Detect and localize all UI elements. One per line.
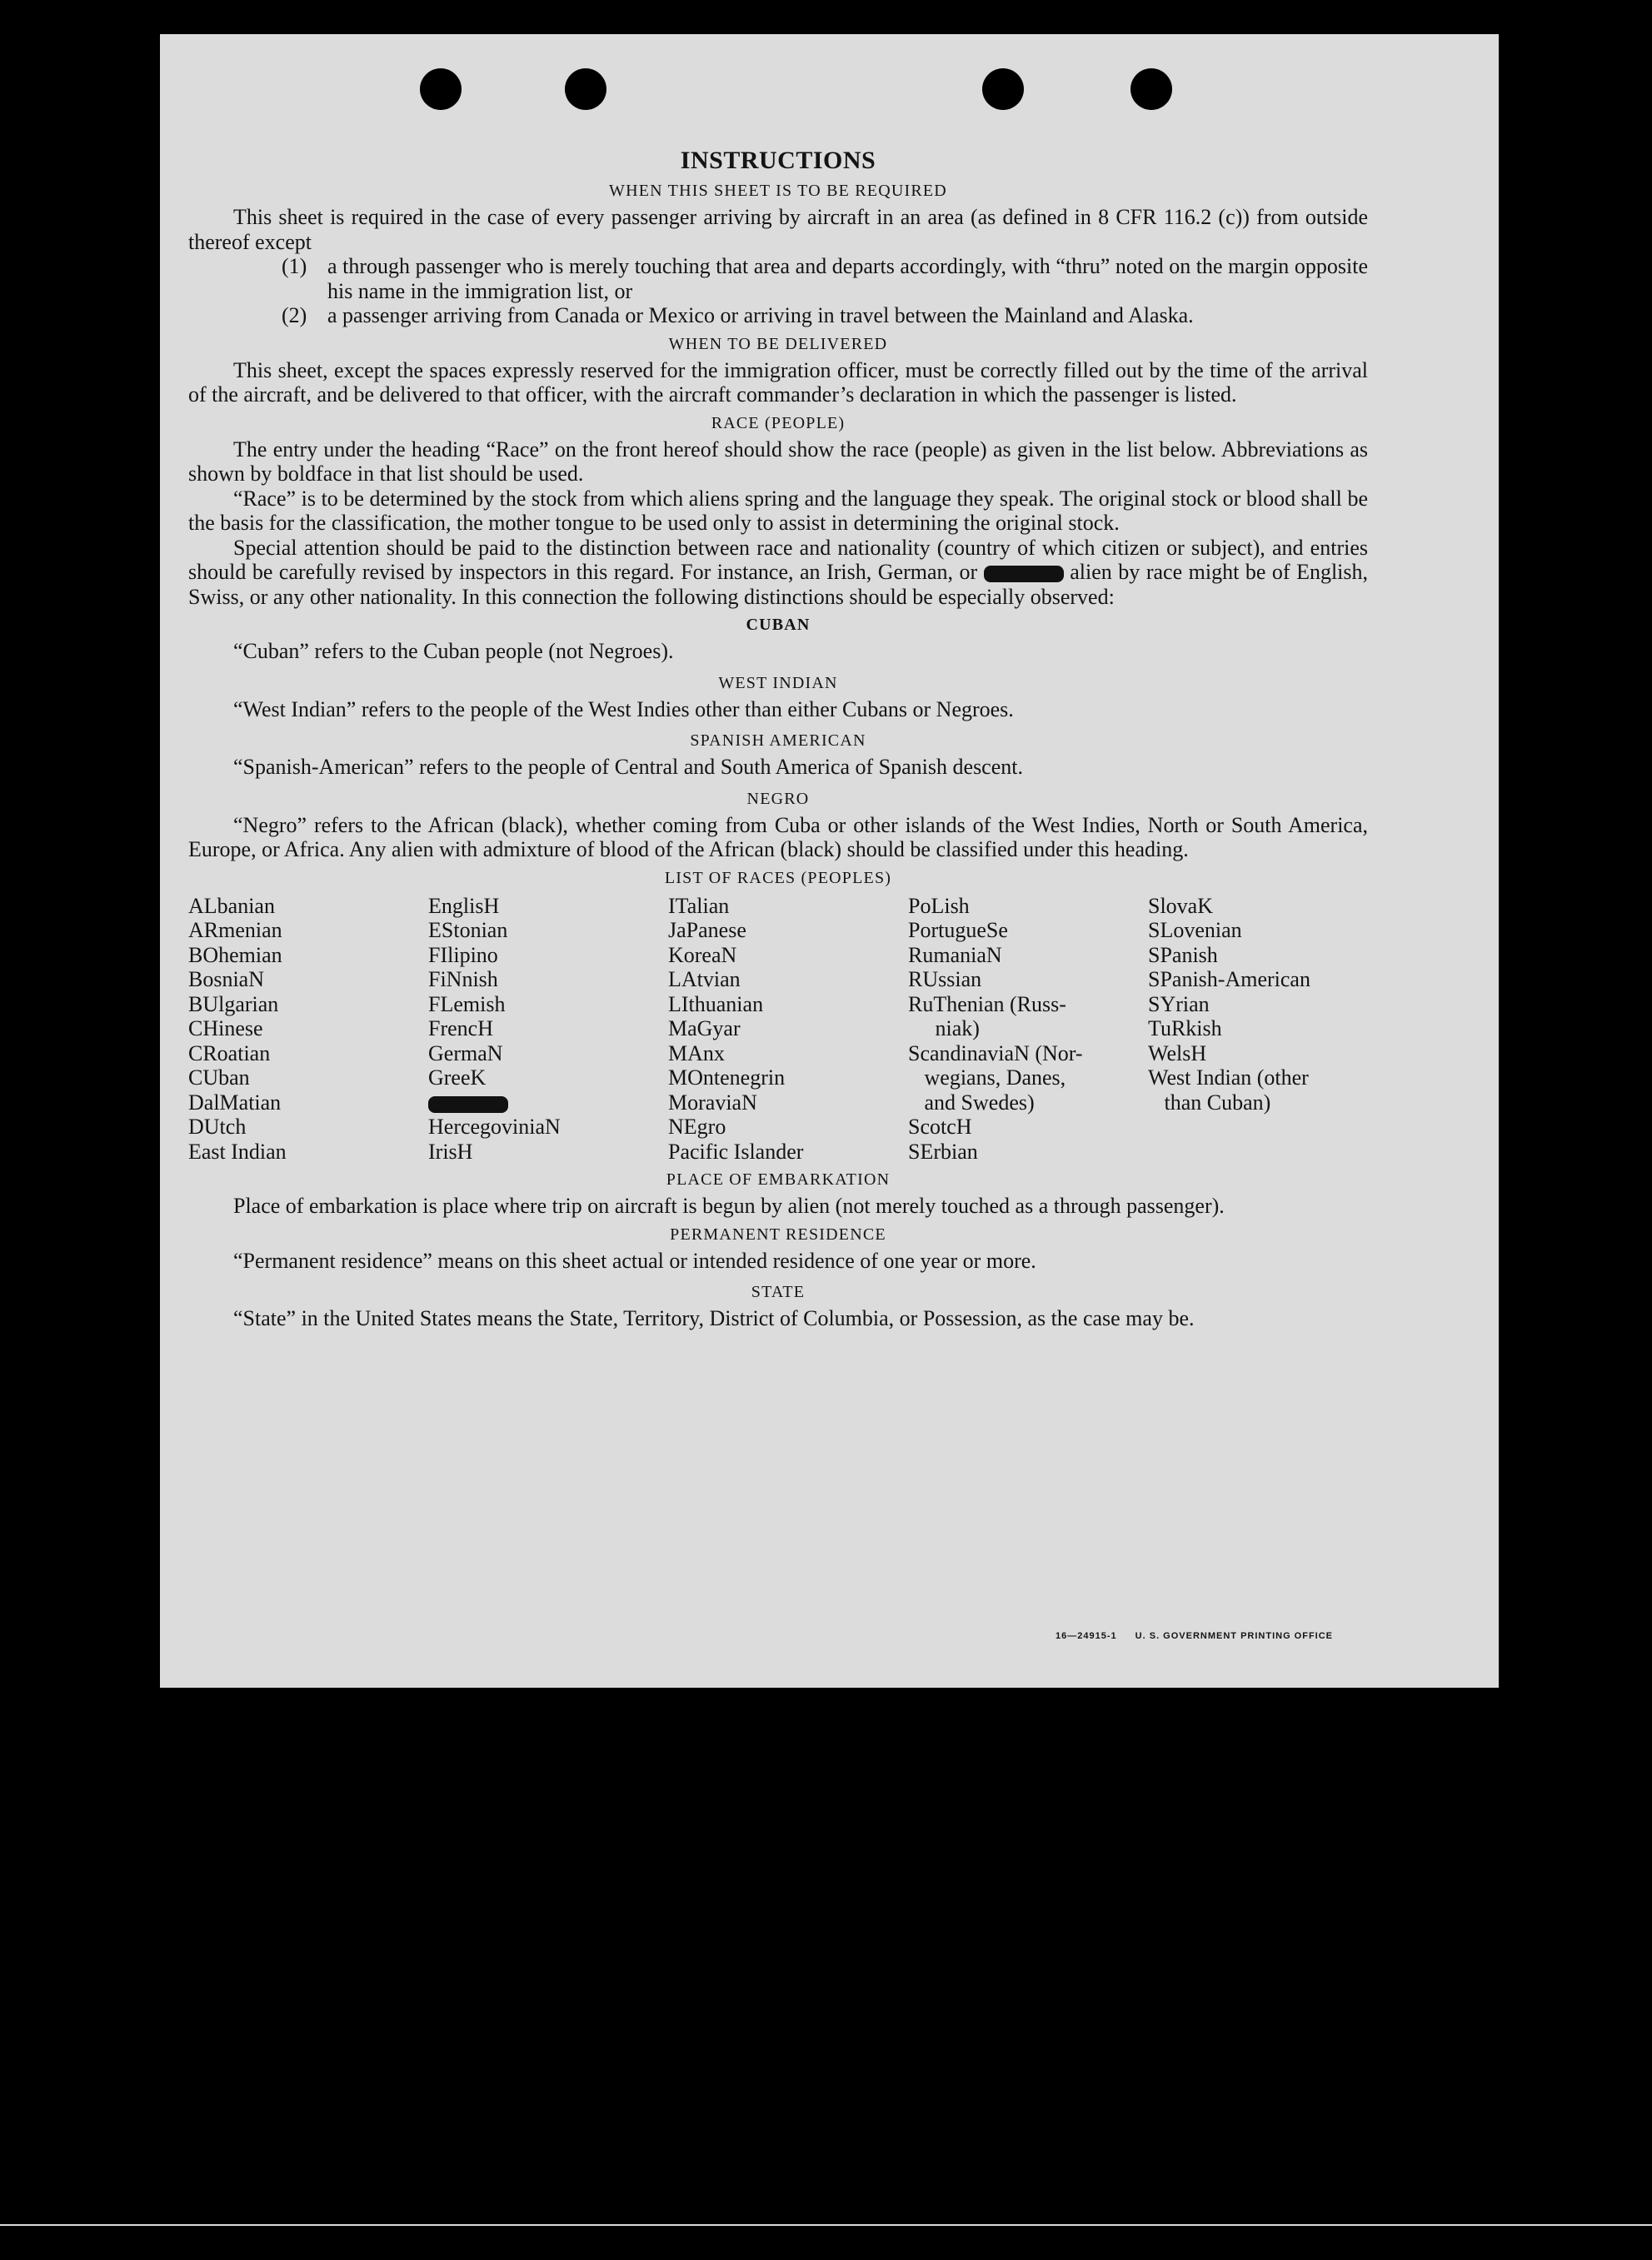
race-list-item: ScandinaviaN (Nor- [908, 1040, 1083, 1065]
race-list-item: ALbanian [188, 893, 275, 918]
heading-negro: NEGRO [746, 789, 810, 808]
bottom-rule [0, 2224, 1652, 2226]
race-list-item: SPanish-American [1148, 967, 1310, 991]
item-text: a passenger arriving from Canada or Mexico or arriving in travel between the Mainland and Alaska. [327, 303, 1194, 327]
race-column-5 [1148, 894, 1371, 1165]
state-text: “State” in the United States means the State, Territory, District of Columbia, or Possession, as the case may be. [233, 1306, 1195, 1330]
heading-required: WHEN THIS SHEET IS TO BE REQUIRED [609, 182, 947, 200]
race-column-2 [428, 894, 668, 1165]
race-paragraph-3 [188, 536, 1368, 610]
race-column-3 [668, 894, 908, 1165]
race-list-item: CHinese [188, 1016, 263, 1040]
delivered-text: This sheet, except the spaces expressly reserved for the immigration officer, must be correctly filled out by the time of the arrival of the aircraft, and be delivered to that officer, with the aircraft commander’s declaration in which the passenger is listed. [188, 357, 1368, 407]
race-list-item: EStonian [428, 918, 508, 942]
instructions-body [188, 147, 1368, 1331]
item-number: (1) [282, 254, 307, 278]
heading-list-of-races: LIST OF RACES (PEOPLES) [664, 868, 892, 887]
race-list-item: IrisH [428, 1139, 473, 1164]
race-list-item: SlovaK [1148, 893, 1213, 918]
race-list-item: PortugueSe [908, 918, 1008, 942]
race-list-item: SErbian [908, 1139, 978, 1164]
race-paragraph-3b: alien by race might be of English, Swiss, or any other nationality. In this connection the following distinctions should be especially observed: [188, 560, 1369, 609]
race-list-item: GreeK [428, 1065, 487, 1090]
item-number: (2) [282, 303, 307, 327]
exception-item-1 [188, 254, 1368, 303]
race-paragraph-2: “Race” is to be determined by the stock from which aliens spring and the language they speak. The original stock or blood shall be the basis for the classification, the mother tongue to be used only to assist in determining the original stock. [188, 486, 1368, 535]
race-list-item: ITalian [668, 893, 730, 918]
race-list-item: FLemish [428, 991, 506, 1016]
race-list-item: CUban [188, 1065, 250, 1090]
embarkation-text: Place of embarkation is place where trip on aircraft is begun by alien (not merely touched as a through passenger). [233, 1194, 1225, 1218]
race-list-item: GermaN [428, 1040, 503, 1065]
race-list-item: TuRkish [1148, 1016, 1222, 1040]
heading-delivered: WHEN TO BE DELIVERED [668, 334, 888, 353]
race-column-4-top [908, 894, 1148, 1115]
west-indian-text: “West Indian” refers to the people of the West Indies other than either Cubans or Negroes. [233, 696, 1014, 721]
redaction-mark [428, 1096, 508, 1113]
race-list-item: wegians, Danes, [908, 1065, 1066, 1090]
heading-race: RACE (PEOPLE) [711, 413, 846, 432]
race-list-item: FrencH [428, 1016, 493, 1040]
heading-west-indian: WEST INDIAN [718, 673, 838, 692]
race-list-item: MOntenegrin [668, 1065, 786, 1090]
punch-hole-4 [1130, 68, 1172, 110]
race-list-item: DalMatian [188, 1090, 282, 1115]
race-list-item: East Indian [188, 1139, 287, 1164]
negro-text: “Negro” refers to the African (black), whether coming from Cuba or other islands of the West Indies, North or South America, Europe, or Africa. Any alien with admixture of blood of the African (black) should be classified under this heading. [188, 812, 1368, 861]
spanish-american-text: “Spanish-American” refers to the people of Central and South America of Spanish descent. [233, 755, 1023, 779]
exception-item-2 [188, 303, 1368, 328]
race-list-item: CRoatian [188, 1040, 271, 1065]
race-list [188, 894, 1368, 1165]
race-column-2-bottom [428, 1115, 668, 1164]
race-list-item: WelsH [1148, 1040, 1207, 1065]
race-list-item: than Cuban) [1148, 1090, 1271, 1115]
race-list-item: SPanish [1148, 942, 1218, 967]
race-column-4 [908, 894, 1148, 1165]
race-paragraph-1: The entry under the heading “Race” on the front hereof should show the race (people) as given in the list below. Abbreviations as shown by boldface in that list should be used. [188, 437, 1368, 486]
race-list-item: LIthuanian [668, 991, 764, 1016]
printer-imprint [1056, 1631, 1348, 1641]
punch-hole-1 [420, 68, 462, 110]
race-list-item: MAnx [668, 1040, 725, 1065]
race-list-item: RumaniaN [908, 942, 1002, 967]
heading-cuban: CUBAN [746, 616, 811, 634]
race-list-item: DUtch [188, 1115, 247, 1139]
heading-residence: PERMANENT RESIDENCE [670, 1225, 886, 1244]
race-list-item: niak) [908, 1016, 980, 1040]
race-list-item: LAtvian [668, 967, 741, 991]
item-text: a through passenger who is merely touching that area and departs accordingly, with “thru” noted on the margin opposite his name in the immigration list, or [327, 254, 1368, 303]
race-list-item: Pacific Islander [668, 1139, 804, 1164]
race-list-item: ScotcH [908, 1115, 972, 1139]
race-list-item: HercegoviniaN [428, 1115, 561, 1139]
residence-text: “Permanent residence” means on this sheet actual or intended residence of one year or more. [233, 1248, 1036, 1273]
race-list-item: NEgro [668, 1115, 726, 1139]
race-list-item: RUssian [908, 967, 982, 991]
printer-name: U. S. GOVERNMENT PRINTING OFFICE [1135, 1631, 1334, 1641]
race-list-item: SYrian [1148, 991, 1210, 1016]
race-list-item: JaPanese [668, 918, 746, 942]
document-page [160, 34, 1499, 1688]
race-list-item: EnglisH [428, 893, 500, 918]
race-column-4-bottom [908, 1115, 1148, 1164]
race-list-item: BOhemian [188, 942, 282, 967]
race-list-item: BosniaN [188, 967, 264, 991]
race-list-item: West Indian (other [1148, 1065, 1309, 1090]
race-list-item-redacted [428, 1090, 668, 1115]
race-column-1 [188, 894, 428, 1165]
race-list-item: PoLish [908, 893, 970, 918]
required-intro: This sheet is required in the case of every passenger arriving by aircraft in an area (as defined in 8 CFR 116.2 (c)) from outside thereof except [188, 205, 1368, 254]
race-list-item: KoreaN [668, 942, 737, 967]
heading-embarkation: PLACE OF EMBARKATION [666, 1170, 891, 1189]
redaction-mark [984, 566, 1064, 582]
race-list-item: ARmenian [188, 918, 282, 942]
page-title: INSTRUCTIONS [680, 147, 876, 174]
heading-spanish-american: SPANISH AMERICAN [690, 731, 866, 750]
race-list-item: and Swedes) [908, 1090, 1035, 1115]
race-list-item: SLovenian [1148, 918, 1242, 942]
race-paragraph-3a: Special attention should be paid to the distinction between race and nationality (country of which citizen or subject), and entries should be carefully revised by inspectors in this regard. For instance, an Irish, German, or [188, 535, 1368, 584]
form-number: 16—24915-1 [1056, 1631, 1117, 1641]
cuban-text: “Cuban” refers to the Cuban people (not Negroes). [233, 639, 674, 663]
race-column-2-top [428, 894, 668, 1090]
race-list-item: RuThenian (Russ- [908, 991, 1066, 1016]
race-list-item: FiNnish [428, 967, 498, 991]
punch-hole-2 [565, 68, 606, 110]
race-list-item: MoraviaN [668, 1090, 757, 1115]
race-list-item: BUlgarian [188, 991, 279, 1016]
race-list-item: FIlipino [428, 942, 498, 967]
heading-state: STATE [751, 1283, 806, 1301]
punch-hole-3 [982, 68, 1024, 110]
race-list-item: MaGyar [668, 1016, 741, 1040]
